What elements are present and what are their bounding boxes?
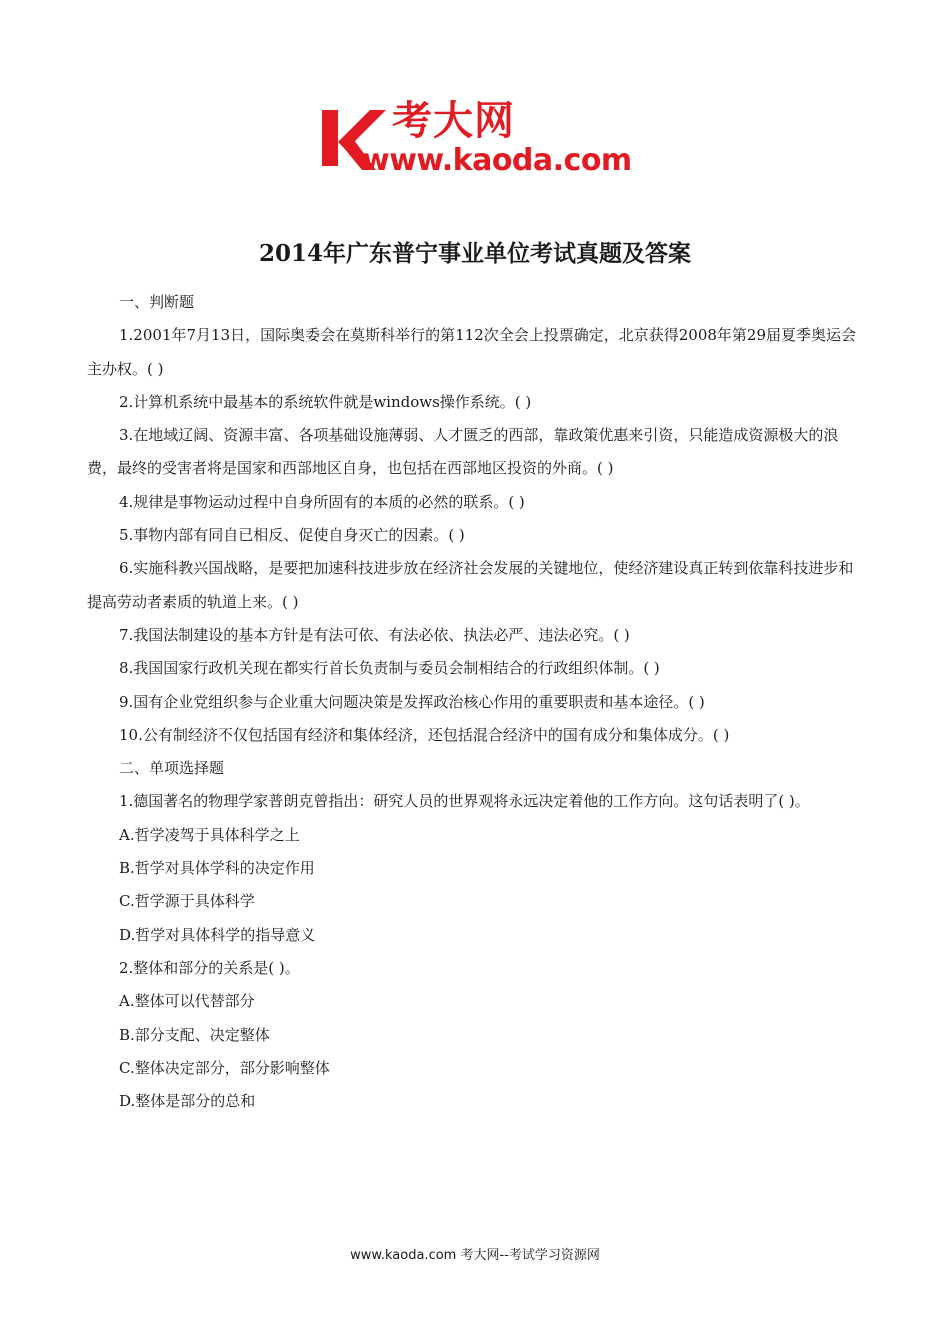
section-heading-judgment: 一、判断题	[119, 293, 195, 311]
question-paragraph: 1.德国著名的物理学家普朗克曾指出：研究人员的世界观将永远决定着他的工作方向。这句话表明了( )。	[119, 792, 810, 811]
question-paragraph: 2.整体和部分的关系是( )。	[119, 958, 300, 977]
answer-option: B.哲学对具体学科的决定作用	[119, 859, 315, 878]
page-footer: www.kaoda.com 考大网--考试学习资源网	[350, 1248, 600, 1263]
question-paragraph: 1.2001年7月13日，国际奥委会在莫斯科举行的第112次全会上投票确定，北京获得2008年第29届夏季奥运会主办权。( )	[87, 326, 857, 378]
answer-option: A.整体可以代替部分	[119, 992, 255, 1011]
question-paragraph: 5.事物内部有同自已相反、促使自身灭亡的因素。( )	[119, 526, 465, 545]
section-heading-single-choice: 二、单项选择题	[119, 759, 225, 778]
question-paragraph: 4.规律是事物运动过程中自身所固有的本质的必然的联系。( )	[119, 492, 525, 511]
brand-name: 考大网	[392, 98, 515, 144]
answer-option: D.整体是部分的总和	[119, 1092, 256, 1111]
question-paragraph: 7.我国法制建设的基本方针是有法可依、有法必依、执法必严、违法必究。( )	[119, 625, 630, 644]
brand-url: www.kaoda.com	[362, 143, 632, 178]
question-paragraph: 8.我国国家行政机关现在都实行首长负责制与委员会制相结合的行政组织体制。( )	[119, 659, 660, 678]
answer-option: D.哲学对具体科学的指导意义	[119, 925, 316, 944]
question-paragraph: 9.国有企业党组织参与企业重大问题决策是发挥政治核心作用的重要职责和基本途径。( )	[119, 692, 705, 711]
question-paragraph: 10.公有制经济不仅包括国有经济和集体经济，还包括混合经济中的国有成分和集体成分。( )	[119, 725, 730, 744]
answer-option: C.哲学源于具体科学	[119, 892, 255, 911]
question-paragraph: 3.在地域辽阔、资源丰富、各项基础设施薄弱、人才匮乏的西部，靠政策优惠来引资，只能造成资源极大的浪费，最终的受害者将是国家和西部地区自身，也包括在西部地区投资的外商。( )	[87, 426, 839, 478]
document-title: 2014年广东普宁事业单位考试真题及答案	[258, 240, 691, 267]
question-paragraph: 6.实施科教兴国战略，是要把加速科技进步放在经济社会发展的关键地位，使经济建设真正转到依靠科技进步和提高劳动者素质的轨道上来。( )	[87, 559, 854, 611]
answer-option: C.整体决定部分，部分影响整体	[119, 1058, 330, 1077]
document-body	[87, 286, 867, 1118]
answer-option: A.哲学凌驾于具体科学之上	[119, 825, 300, 844]
question-paragraph: 2.计算机系统中最基本的系统软件就是windows操作系统。( )	[119, 392, 532, 411]
kaoda-logo	[318, 98, 638, 180]
answer-option: B.部分支配、决定整体	[119, 1025, 270, 1044]
